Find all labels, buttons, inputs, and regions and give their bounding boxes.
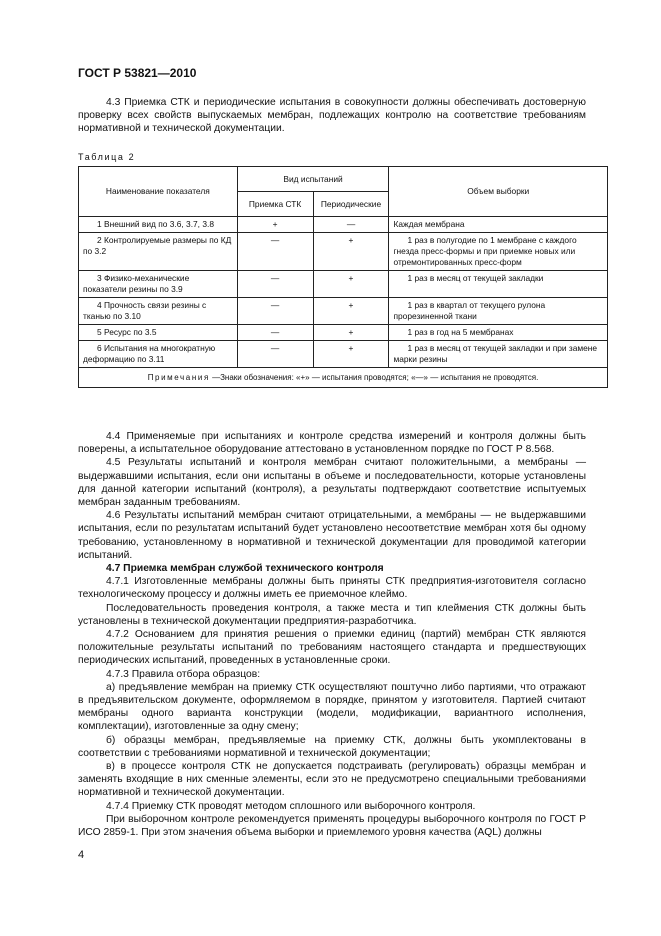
- paragraph-4-7-1-b: Последовательность проведения контроля, а также места и тип клеймения СТК должны быть установлены в технической документации предприятия-разработчика.: [78, 602, 586, 627]
- list-item-a: а) предъявление мембран на приемку СТК осуществляют поштучно либо партиями, что отражают в предъявительском документе, оформляемом в порядке, принятом у изготовителя. Партией считают мембраны одного варианта конструкции (модели, модификации, вариантного исполнения, комплектации), изготовленные за одну смену;: [78, 681, 586, 733]
- header-acceptance: Приемка СТК: [237, 192, 313, 217]
- table-caption: Таблица 2: [78, 152, 136, 162]
- row-acceptance: —: [237, 341, 313, 368]
- table-row: [79, 325, 608, 341]
- note-text: —Знаки обозначения: «+» — испытания проводятся; «—» — испытания не проводятся.: [209, 373, 539, 382]
- paragraph-4-7-1: 4.7.1 Изготовленные мембраны должны быть приняты СТК предприятия-изготовителя согласно технологическому процессу и должны иметь ее приемочное клеймо.: [78, 576, 586, 601]
- row-sample: 1 раз в год на 5 мембранах: [389, 325, 608, 341]
- header-test-type: Вид испытаний: [237, 167, 389, 192]
- row-periodic: +: [313, 341, 389, 368]
- header-sample: Объем выборки: [389, 167, 608, 217]
- paragraph-4-7-3: 4.7.3 Правила отбора образцов:: [106, 668, 261, 680]
- paragraph-4-7-4: 4.7.4 Приемку СТК проводят методом сплошного или выборочного контроля.: [106, 800, 476, 812]
- list-item-v: в) в процессе контроля СТК не допускается подстраивать (регулировать) образцы мембран и заменять входящие в них сменные элементы, если это не предусмотрено специальными требованиями нормативной и технической документации.: [78, 761, 586, 799]
- table-note: [79, 368, 608, 388]
- paragraph-4-3: 4.3 Приемка СТК и периодические испытания в совокупности должны обеспечивать достоверную проверку всех свойств выпускаемых мембран, подлежащих контролю на соответствие требованиям нормативной и технической документации.: [78, 97, 586, 135]
- row-acceptance: +: [237, 217, 313, 233]
- row-sample: 1 раз в квартал от текущего рулона прорезиненной ткани: [389, 298, 608, 325]
- page-number: 4: [78, 849, 85, 861]
- row-sample: 1 раз в полугодие по 1 мембране с каждого гнезда пресс-формы и при приемке новых или отремонтированных пресс-форм: [389, 233, 608, 271]
- paragraph-4-4: 4.4 Применяемые при испытаниях и контроле средства измерений и контроля должны быть поверены, а испытательное оборудование аттестовано в установленном порядке по ГОСТ Р 8.568.: [78, 431, 586, 456]
- row-periodic: +: [313, 271, 389, 298]
- row-sample: Каждая мембрана: [389, 217, 608, 233]
- table-row: [79, 298, 608, 325]
- row-name: 4 Прочность связи резины с тканью по 3.10: [79, 298, 238, 325]
- note-label: Примечания: [147, 373, 210, 382]
- row-name: 2 Контролируемые размеры по КД по 3.2: [79, 233, 238, 271]
- document-header: ГОСТ Р 53821—2010: [78, 66, 197, 80]
- row-acceptance: —: [237, 233, 313, 271]
- list-item-b: б) образцы мембран, предъявляемые на приемку СТК, должны быть укомплектованы в соответствии с требованиями нормативной и технической документации;: [78, 734, 586, 759]
- row-periodic: +: [313, 233, 389, 271]
- paragraph-4-7-4-b: При выборочном контроле рекомендуется применять процедуры выборочного контроля по ГОСТ Р ИСО 2859-1. При этом значения объема выборки и приемлемого уровня качества (AQL) должны: [78, 813, 586, 839]
- row-periodic: +: [313, 298, 389, 325]
- row-acceptance: —: [237, 271, 313, 298]
- paragraph-4-7-2: 4.7.2 Основанием для принятия решения о приемки единиц (партий) мембран СТК являются положительные результаты испытаний по требованиям настоящего стандарта и предшествующих периодических испытаний, проведенных в установленные сроки.: [78, 629, 586, 667]
- row-name: 1 Внешний вид по 3.6, 3.7, 3.8: [79, 217, 238, 233]
- header-indicator: Наименование показателя: [79, 167, 238, 217]
- section-heading-4-7: 4.7 Приемка мембран службой технического контроля: [106, 563, 384, 575]
- table-row: [79, 233, 608, 271]
- row-acceptance: —: [237, 298, 313, 325]
- intro-block: [78, 96, 586, 136]
- table-row: [79, 271, 608, 298]
- table-row: [79, 341, 608, 368]
- row-sample: 1 раз в месяц от текущей закладки и при замене марки резины: [389, 341, 608, 368]
- paragraph-4-5: 4.5 Результаты испытаний и контроля мембран считают положительными, а мембраны — выдержавшими испытания, если они испытаны в объеме и последовательности, которые установлены для данной категории испытаний (контроля), а результаты подтверждают соответствие испытуемых мембран заданным требованиям.: [78, 457, 586, 509]
- row-acceptance: —: [237, 325, 313, 341]
- row-periodic: +: [313, 325, 389, 341]
- row-name: 5 Ресурс по 3.5: [79, 325, 238, 341]
- body-text: [78, 430, 586, 839]
- row-name: 6 Испытания на многократную деформацию по 3.11: [79, 341, 238, 368]
- row-name: 3 Физико-механические показатели резины по 3.9: [79, 271, 238, 298]
- table-row: [79, 217, 608, 233]
- row-periodic: —: [313, 217, 389, 233]
- table-2: [78, 166, 608, 388]
- row-sample: 1 раз в месяц от текущей закладки: [389, 271, 608, 298]
- paragraph-4-6: 4.6 Результаты испытаний мембран считают отрицательными, а мембраны — не выдержавшими испытания, если по результатам испытаний будет установлено несоответствие мембран хотя бы одному требованию, установленному в нормативной и технической документации для проводимой категории испытаний.: [78, 510, 586, 561]
- header-periodic: Периодические: [313, 192, 389, 217]
